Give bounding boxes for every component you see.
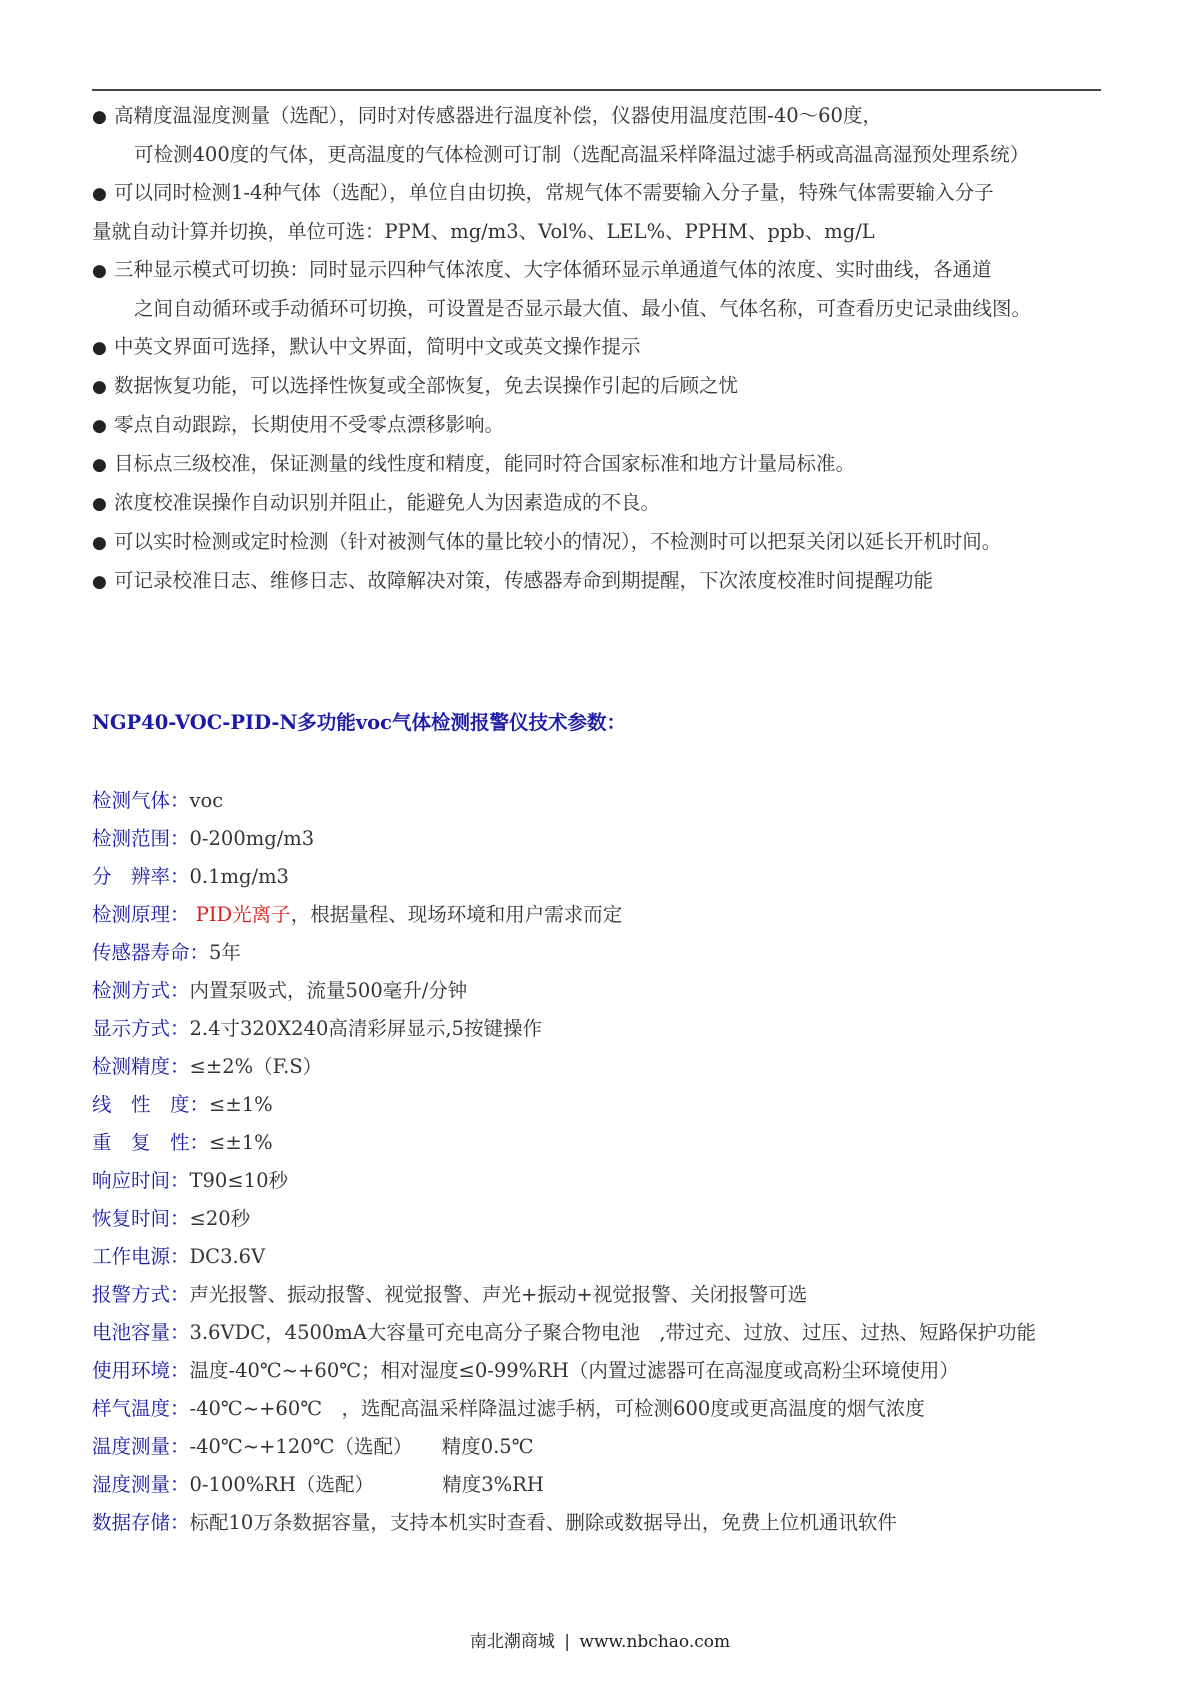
bullet-icon: ● — [92, 494, 107, 514]
spec-row — [92, 1428, 1122, 1466]
spec-value: -40℃~+60℃ ，选配高温采样降温过滤手柄，可检测600度或更高温度的烟气浓度 — [189, 1397, 925, 1420]
spec-row — [92, 1124, 1122, 1162]
spec-value: 温度-40℃~+60℃；相对湿度≤0-99%RH（内置过滤器可在高湿度或高粉尘环境使用） — [189, 1359, 959, 1382]
spec-row — [92, 1314, 1122, 1352]
bullet-icon: ● — [92, 107, 107, 127]
spec-value: 2.4寸320X240高清彩屏显示,5按键操作 — [189, 1017, 542, 1040]
feature-item — [92, 251, 1122, 328]
feature-text: 目标点三级校准，保证测量的线性度和精度，能同时符合国家标准和地方计量局标准。 — [114, 452, 856, 475]
spec-label: 显示方式： — [92, 1017, 190, 1040]
spec-row — [92, 1238, 1122, 1276]
feature-item — [92, 562, 1122, 601]
spec-value: ≤±1% — [209, 1131, 273, 1154]
spec-value: 内置泵吸式，流量500毫升/分钟 — [189, 979, 468, 1002]
section-title: NGP40-VOC-PID-N多功能voc气体检测报警仪技术参数： — [92, 711, 627, 734]
feature-text: 可以同时检测1-4种气体（选配），单位自由切换，常规气体不需要输入分子量，特殊气体需要输入分子 — [114, 181, 994, 204]
spec-value: 5年 — [209, 941, 241, 964]
spec-label: 分 辨率： — [92, 865, 190, 888]
bullet-icon: ● — [92, 416, 107, 436]
spec-label: 重 复 性： — [92, 1131, 210, 1154]
spec-label: 工作电源： — [92, 1245, 190, 1268]
spec-value: 0.1mg/m3 — [189, 865, 289, 888]
bullet-icon: ● — [92, 338, 107, 358]
spec-label: 检测原理： — [92, 903, 190, 926]
feature-list — [92, 97, 1122, 601]
feature-item — [92, 367, 1122, 406]
spec-row — [92, 858, 1122, 896]
spec-row — [92, 820, 1122, 858]
spec-label: 响应时间： — [92, 1169, 190, 1192]
spec-value: 标配10万条数据容量，支持本机实时查看、删除或数据导出，免费上位机通讯软件 — [189, 1511, 897, 1534]
spec-label: 数据存储： — [92, 1511, 190, 1534]
feature-item — [92, 328, 1122, 367]
spec-value: ≤±2%（F.S） — [189, 1055, 323, 1078]
spec-row — [92, 896, 1122, 934]
feature-item — [92, 484, 1122, 523]
footer-url[interactable]: www.nbchao.com — [579, 1632, 731, 1652]
feature-text-continued: 可检测400度的气体，更高温度的气体检测可订制（选配高温采样降温过滤手柄或高温高湿预处理系统） — [134, 143, 1030, 166]
spec-row — [92, 1162, 1122, 1200]
spec-label: 样气温度： — [92, 1397, 190, 1420]
spec-value: 0-200mg/m3 — [189, 827, 315, 850]
feature-text: 可以实时检测或定时检测（针对被测气体的量比较小的情况），不检测时可以把泵关闭以延长开机时间。 — [114, 530, 1002, 553]
spec-row — [92, 972, 1122, 1010]
spec-row — [92, 782, 1122, 820]
spec-row — [92, 1390, 1122, 1428]
feature-text: 中英文界面可选择，默认中文界面，简明中文或英文操作提示 — [114, 335, 641, 358]
bullet-icon: ● — [92, 184, 107, 204]
spec-highlight: PID光离子 — [189, 903, 291, 926]
feature-text: 可记录校准日志、维修日志、故障解决对策，传感器寿命到期提醒，下次浓度校准时间提醒功能 — [114, 569, 934, 592]
spec-value: ，根据量程、现场环境和用户需求而定 — [290, 903, 623, 926]
top-divider — [92, 89, 1101, 91]
spec-row — [92, 1276, 1122, 1314]
spec-value: -40℃~+120℃（选配） 精度0.5℃ — [189, 1435, 534, 1458]
feature-text: 零点自动跟踪，长期使用不受零点漂移影响。 — [114, 413, 505, 436]
feature-item — [92, 523, 1122, 562]
bullet-icon: ● — [92, 572, 107, 592]
feature-text: 高精度温湿度测量（选配），同时对传感器进行温度补偿，仪器使用温度范围-40～60度， — [114, 104, 882, 127]
spec-label: 报警方式： — [92, 1283, 190, 1306]
spec-label: 检测方式： — [92, 979, 190, 1002]
spec-value: voc — [189, 789, 224, 812]
spec-label: 湿度测量： — [92, 1473, 190, 1496]
spec-value: DC3.6V — [189, 1245, 266, 1268]
spec-label: 传感器寿命： — [92, 941, 210, 964]
feature-text: 数据恢复功能，可以选择性恢复或全部恢复，免去误操作引起的后顾之忧 — [114, 374, 739, 397]
spec-row — [92, 1048, 1122, 1086]
spec-row — [92, 1352, 1122, 1390]
spec-label: 使用环境： — [92, 1359, 190, 1382]
footer-separator: | — [564, 1632, 571, 1652]
feature-text: 浓度校准误操作自动识别并阻止，能避免人为因素造成的不良。 — [114, 491, 661, 514]
spec-row — [92, 934, 1122, 972]
bullet-icon: ● — [92, 533, 107, 553]
feature-text: 三种显示模式可切换：同时显示四种气体浓度、大字体循环显示单通道气体的浓度、实时曲线，各通道 — [114, 258, 992, 281]
bullet-icon: ● — [92, 261, 107, 281]
spec-row — [92, 1200, 1122, 1238]
spec-label: 温度测量： — [92, 1435, 190, 1458]
spec-label: 检测气体： — [92, 789, 190, 812]
spec-value: 0-100%RH（选配） 精度3%RH — [189, 1473, 544, 1496]
footer-site-name: 南北潮商城 — [469, 1632, 555, 1652]
spec-row — [92, 1466, 1122, 1504]
spec-value: ≤±1% — [209, 1093, 273, 1116]
feature-item — [92, 445, 1122, 484]
spec-row — [92, 1086, 1122, 1124]
bullet-icon: ● — [92, 455, 107, 475]
spec-value: T90≤10秒 — [189, 1169, 288, 1192]
spec-label: 线 性 度： — [92, 1093, 210, 1116]
footer — [0, 1627, 1200, 1652]
bullet-icon: ● — [92, 377, 107, 397]
spec-value: 声光报警、振动报警、视觉报警、声光+振动+视觉报警、关闭报警可选 — [189, 1283, 808, 1306]
spec-value: ≤20秒 — [189, 1207, 251, 1230]
feature-text-continued: 量就自动计算并切换，单位可选：PPM、mg/m3、Vol%、LEL%、PPHM、ppb、mg/L — [92, 220, 875, 243]
feature-item — [92, 174, 1122, 251]
spec-value: 3.6VDC，4500mA大容量可充电高分子聚合物电池 ,带过充、过放、过压、过热、短路保护功能 — [189, 1321, 1037, 1344]
spec-label: 检测范围： — [92, 827, 190, 850]
feature-item — [92, 97, 1122, 174]
spec-label: 检测精度： — [92, 1055, 190, 1078]
spec-row — [92, 1504, 1122, 1542]
spec-list — [92, 782, 1122, 1542]
spec-row — [92, 1010, 1122, 1048]
feature-item — [92, 406, 1122, 445]
spec-label: 恢复时间： — [92, 1207, 190, 1230]
spec-label: 电池容量： — [92, 1321, 190, 1344]
feature-text-continued: 之间自动循环或手动循环可切换，可设置是否显示最大值、最小值、气体名称，可查看历史记录曲线图。 — [134, 297, 1032, 320]
